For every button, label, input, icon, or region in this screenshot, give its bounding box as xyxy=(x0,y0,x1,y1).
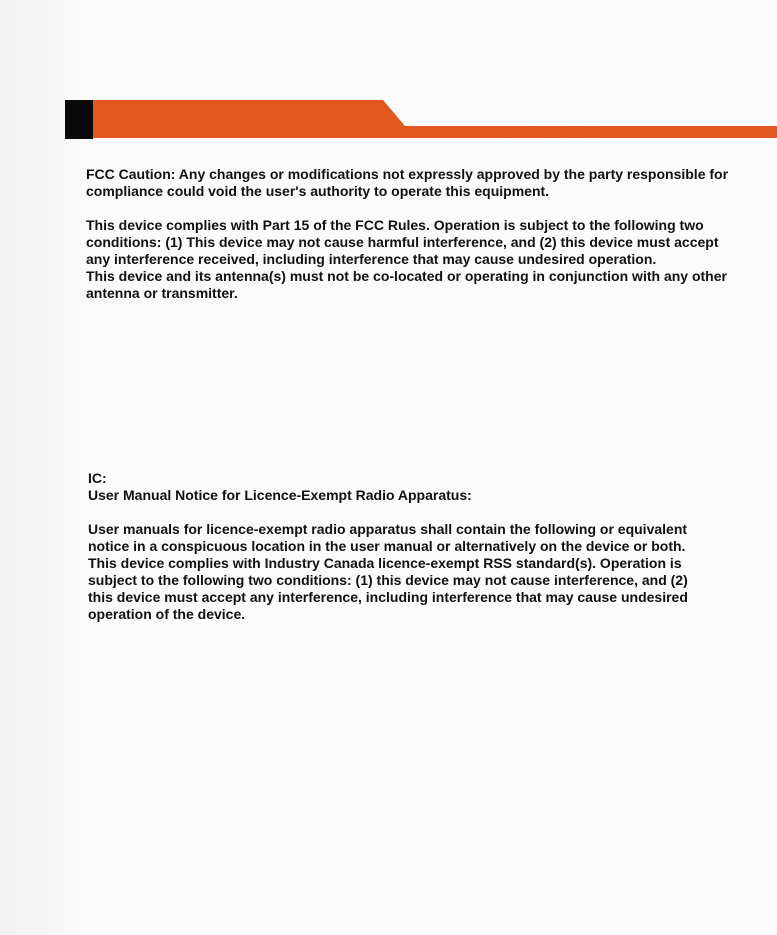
fcc-compliance-line: This device complies with Part 15 of the FCC Rules. Operation is subject to the following two xyxy=(86,217,704,233)
fcc-compliance-line: any interference received, including interference that may cause undesired operation. xyxy=(86,251,657,267)
ic-section xyxy=(88,470,688,623)
ic-heading: IC: xyxy=(88,470,107,486)
fcc-compliance-line: conditions: (1) This device may not cause harmful interference, and (2) this device must accept xyxy=(86,234,719,250)
fcc-compliance-line: antenna or transmitter. xyxy=(86,285,238,301)
header-banner xyxy=(65,100,777,139)
header-banner-graphic xyxy=(65,100,777,139)
header-orange-band xyxy=(93,100,777,138)
fcc-caution-line: FCC Caution: Any changes or modifications not expressly approved by the party responsible for xyxy=(86,166,729,182)
header-black-marker xyxy=(65,100,93,139)
fcc-caution-line: compliance could void the user's authority to operate this equipment. xyxy=(86,183,550,199)
ic-body-line: operation of the device. xyxy=(88,606,246,622)
ic-body-line: This device complies with Industry Canada licence-exempt RSS standard(s). Operation is xyxy=(88,555,682,571)
fcc-section xyxy=(86,166,728,302)
fcc-compliance-line: This device and its antenna(s) must not be co-located or operating in conjunction with any other xyxy=(86,268,727,284)
ic-body-line: notice in a conspicuous location in the user manual or alternatively on the device or both. xyxy=(88,538,686,554)
ic-subheading: User Manual Notice for Licence-Exempt Radio Apparatus: xyxy=(88,487,472,503)
ic-body-line: subject to the following two conditions: (1) this device may not cause interference, and (2) xyxy=(88,572,688,588)
ic-body-line: this device must accept any interference, including interference that may cause undesired xyxy=(88,589,688,605)
ic-body-line: User manuals for licence-exempt radio apparatus shall contain the following or equivalent xyxy=(88,521,688,537)
